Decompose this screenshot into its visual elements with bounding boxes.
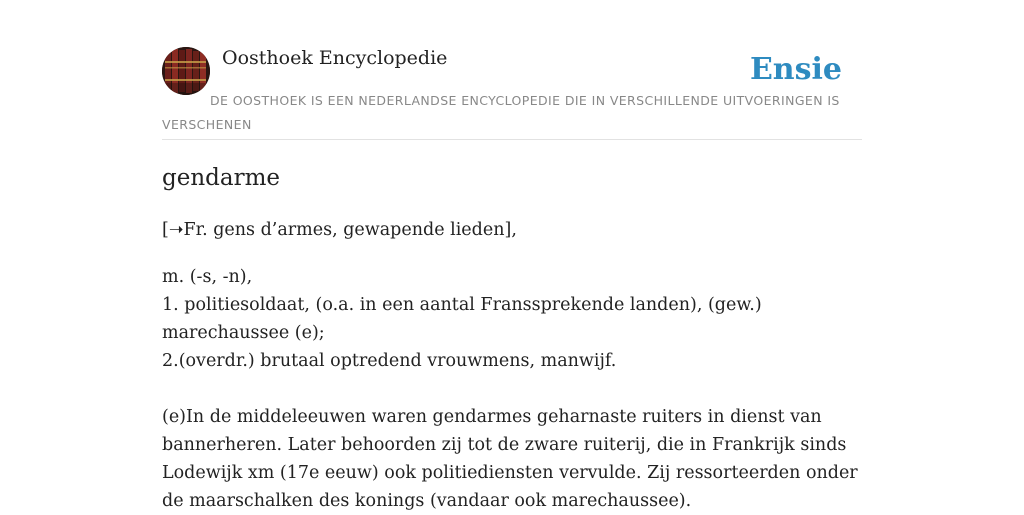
page bbox=[162, 0, 862, 512]
brand-logo-link[interactable]: Ensie bbox=[749, 52, 842, 87]
entry-body bbox=[162, 216, 862, 515]
header-divider bbox=[162, 139, 862, 140]
entry-headword: gendarme bbox=[162, 165, 280, 191]
entry-grammar: m. (-s, -n), bbox=[162, 267, 253, 287]
entry-sense-2: 2.(overdr.) brutaal optredend vrouwmens, manwijf. bbox=[162, 351, 617, 371]
book-spines-icon bbox=[162, 47, 210, 95]
avatar[interactable] bbox=[162, 47, 210, 95]
entry-sense-1: 1. politiesoldaat, (o.a. in een aantal Franssprekende landen), (gew.) marechaussee (e); bbox=[162, 295, 762, 343]
entry-note: (e)In de middeleeuwen waren gendarmes geharnaste ruiters in dienst van bannerheren. Later behoorden zij tot de zware ruiterij, die in Frankrijk sinds Lodewijk xm (17e eeuw) ook politiediensten vervulde. Zij ressorteerden onder de maarschalken des konings (vandaar ook marechaussee). bbox=[162, 407, 858, 511]
site-title[interactable]: Oosthoek Encyclopedie bbox=[222, 47, 448, 69]
entry-etymology: [➝Fr. gens d’armes, gewapende lieden], bbox=[162, 220, 517, 240]
site-tagline: DE OOSTHOEK IS EEN NEDERLANDSE ENCYCLOPEDIE DIE IN VERSCHILLENDE UITVOERINGEN IS VERSCHENEN bbox=[162, 93, 840, 132]
paragraph-gap bbox=[162, 375, 862, 403]
